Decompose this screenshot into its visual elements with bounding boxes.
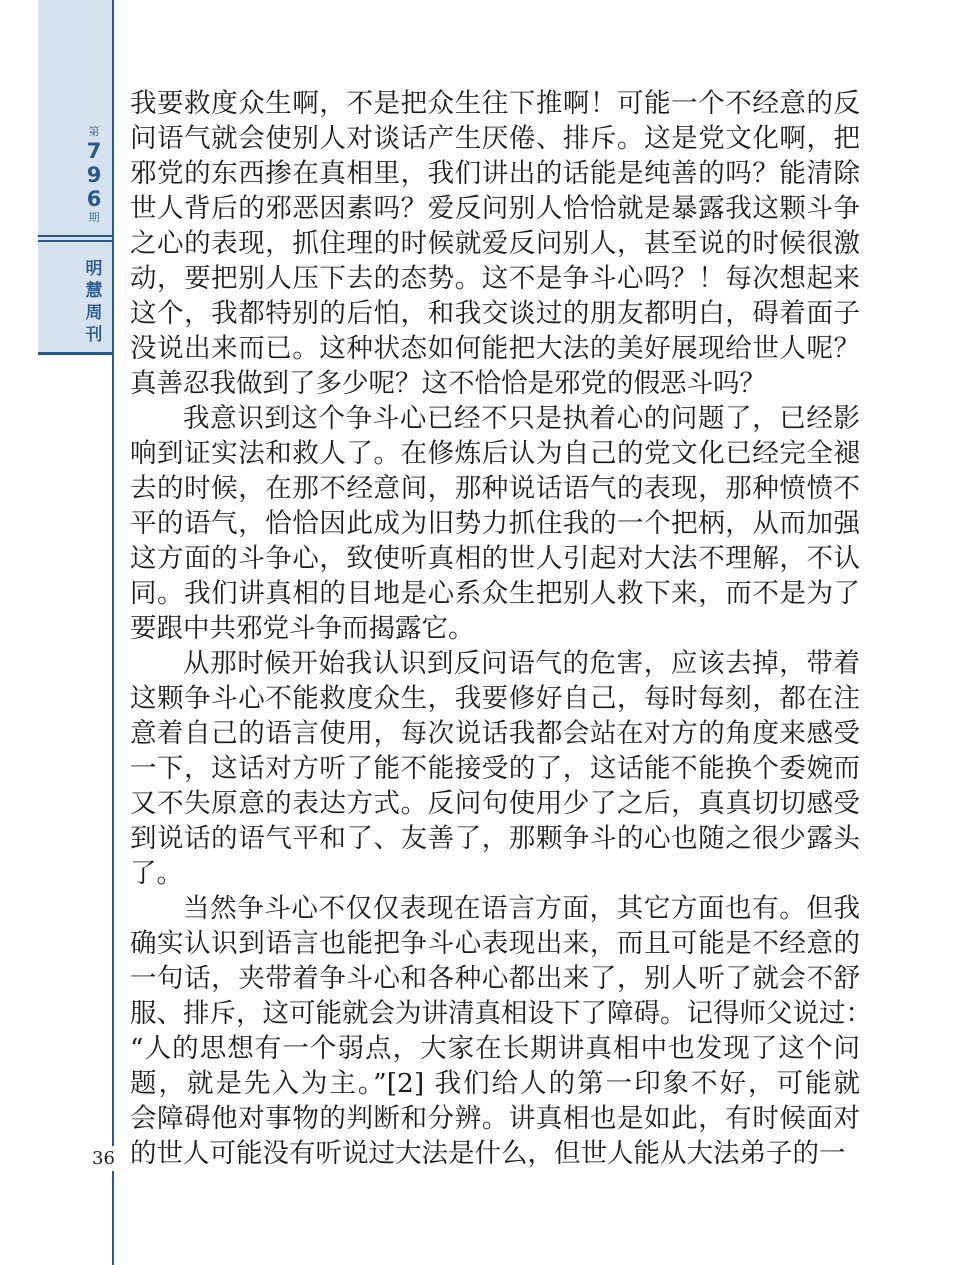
page-number: 36 — [92, 1148, 115, 1169]
issue-prefix: 第 — [88, 125, 100, 138]
issue-digit: 6 — [86, 187, 102, 211]
text-line: 从那时候开始我认识到反问语气的危害，应该去掉，带着 — [183, 648, 860, 679]
text-line: 确实认识到语言也能把争斗心表现出来，而且可能是不经意的 — [130, 928, 860, 959]
issue-number — [78, 125, 110, 225]
text-line: 动，要把别人压下去的态势。这不是争斗心吗？！每次想起来 — [130, 263, 860, 294]
article-body — [130, 86, 872, 1171]
issue-suffix: 期 — [88, 211, 100, 224]
issue-rule-upper — [38, 235, 113, 237]
text-line: 一下，这话对方听了能不能接受的了，这话能不能换个委婉而 — [130, 753, 860, 784]
text-line: 的世人可能没有听说过大法是什么，但世人能从大法弟子的一 — [130, 1138, 846, 1169]
text-line: 真善忍我做到了多少呢？这不恰恰是邪党的假恶斗吗？ — [130, 368, 766, 399]
text-line: 同。我们讲真相的目地是心系众生把别人救下来，而不是为了 — [130, 578, 860, 609]
text-line: 要跟中共邪党斗争而揭露它。 — [130, 613, 475, 644]
text-line: 题，就是先入为主。”[2] 我们给人的第一印象不好，可能就 — [130, 1068, 860, 1099]
text-line: “人的思想有一个弱点，大家在长期讲真相中也发现了这个问 — [130, 1033, 860, 1064]
text-line: 之心的表现，抓住理的时候就爱反问别人，甚至说的时候很激 — [130, 228, 860, 259]
issue-rule-lower — [38, 240, 113, 242]
magazine-name-char: 刊 — [85, 325, 103, 345]
text-line: 平的语气，恰恰因此成为旧势力抓住我的一个把柄，从而加强 — [130, 508, 860, 539]
paragraph — [130, 86, 860, 401]
text-line: 问语气就会使别人对谈话产生厌倦、排斥。这是党文化啊，把 — [130, 123, 860, 154]
issue-digit: 9 — [86, 163, 102, 187]
text-line: 当然争斗心不仅仅表现在语言方面，其它方面也有。但我 — [183, 893, 860, 924]
issue-digit: 7 — [86, 139, 102, 163]
text-line: 了。 — [130, 858, 183, 889]
text-line: 没说出来而已。这种状态如何能把大法的美好展现给世人呢？ — [130, 333, 860, 364]
magazine-name — [78, 258, 110, 346]
text-line: 去的时候，在那不经意间，那种说话语气的表现，那种愤愤不 — [130, 473, 860, 504]
text-line: 意着自己的语言使用，每次说话我都会站在对方的角度来感受 — [130, 718, 860, 749]
sidebar-vertical-rule — [112, 0, 114, 1265]
paragraph — [130, 401, 860, 646]
paragraph — [130, 646, 860, 891]
text-line: 这个，我都特别的后怕，和我交谈过的朋友都明白，碍着面子 — [130, 298, 860, 329]
text-line: 我意识到这个争斗心已经不只是执着心的问题了，已经影 — [183, 403, 860, 434]
paragraph — [130, 891, 872, 1171]
text-line: 我要救度众生啊，不是把众生往下推啊！可能一个不经意的反 — [130, 88, 860, 119]
text-line: 邪党的东西掺在真相里，我们讲出的话能是纯善的吗？能清除 — [130, 158, 860, 189]
text-line: 又不失原意的表达方式。反问句使用少了之后，真真切切感受 — [130, 788, 860, 819]
text-line: 到说话的语气平和了、友善了，那颗争斗的心也随之很少露头 — [130, 823, 860, 854]
magazine-name-char: 慧 — [85, 281, 103, 301]
text-line: 会障碍他对事物的判断和分辨。讲真相也是如此，有时候面对 — [130, 1103, 860, 1134]
text-line: 响到证实法和救人了。在修炼后认为自己的党文化已经完全褪 — [130, 438, 860, 469]
text-line: 这方面的斗争心，致使听真相的世人引起对大法不理解，不认 — [130, 543, 860, 574]
text-line: 服、排斥，这可能就会为讲清真相设下了障碍。记得师父说过： — [130, 998, 872, 1029]
text-line: 世人背后的邪恶因素吗？爱反问别人恰恰就是暴露我这颗斗争 — [130, 193, 860, 224]
magazine-name-char: 明 — [85, 259, 103, 279]
magazine-name-char: 周 — [85, 303, 103, 323]
text-line: 一句话，夹带着争斗心和各种心都出来了，别人听了就会不舒 — [130, 963, 860, 994]
text-line: 这颗争斗心不能救度众生，我要修好自己，每时每刻，都在注 — [130, 683, 860, 714]
